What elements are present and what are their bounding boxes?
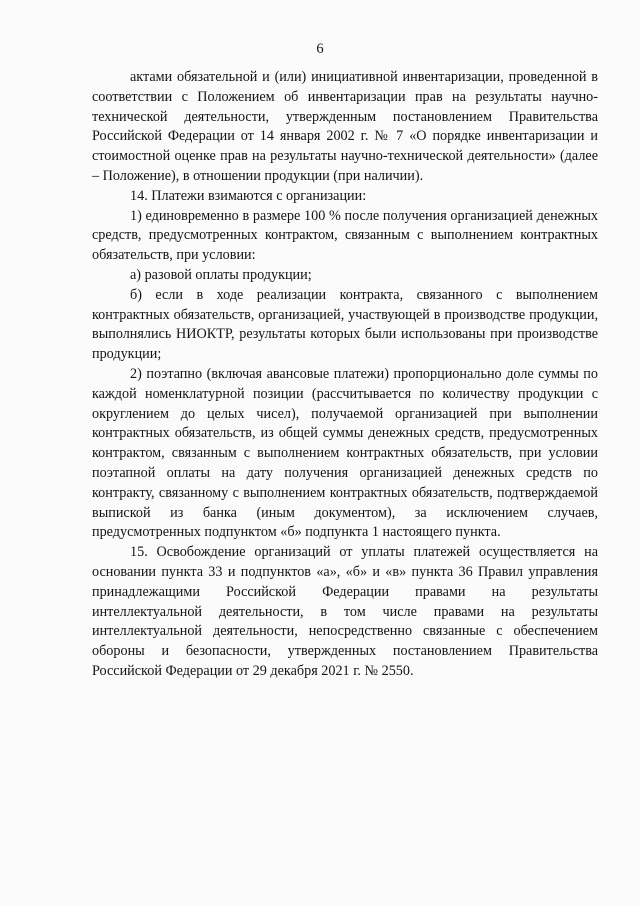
paragraph-subitem-a: а) разовой оплаты продукции; (130, 266, 312, 283)
paragraph-subitem-1: 1) единовременно в размере 100 % после получения организацией денежных средств, предусмотренных контрактом, связанным с выполнением контрактных обязательств, при условии: (92, 207, 598, 264)
paragraph-continuation: актами обязательной и (или) инициативной инвентаризации, проведенной в соответствии с Положением об инвентаризации прав на результаты научно-технической деятельности, утвержденным постановлением Правительства Российской Федерации от 14 января 2002 г. № 7 «О порядке инвентаризации и стоимостной оценке прав на результаты научно-технической деятельности» (далее – Положение), в отношении продукции (при наличии). (92, 69, 598, 184)
paragraph-subitem-2: 2) поэтапно (включая авансовые платежи) пропорционально доле суммы по каждой номенклатурной позиции (рассчитывается по количеству продукции с округлением до целых чисел), получаемой организацией при выполнении контрактных обязательств, из общей суммы денежных средств, предусмотренных контрактом, связанным с выполнением контрактных обязательств, при условии поэтапной оплаты на дату получения организацией денежных средств по контракту, связанному с выполнением контрактных обязательств, подтверждаемой выпиской из банка (иным документом), за исключением случаев, предусмотренных подпунктом «б» подпункта 1 настоящего пункта. (92, 365, 598, 541)
page-number: 6 (316, 41, 324, 57)
paragraph-subitem-b: б) если в ходе реализации контракта, связанного с выполнением контрактных обязательств, организацией, участвующей в производстве продукции, выполнялись НИОКТР, результаты которых были использованы при производстве продукции; (92, 286, 598, 363)
document-body (92, 68, 598, 682)
paragraph-item-14: 14. Платежи взимаются с организации: (130, 187, 367, 204)
paragraph-item-15: 15. Освобождение организаций от уплаты платежей осуществляется на основании пункта 33 и подпунктов «а», «б» и «в» пункта 36 Правил управления принадлежащими Российской Федерации правами на результаты интеллектуальной деятельности, в том числе правами на результаты интеллектуальной деятельности, непосредственно связанные с обеспечением обороны и безопасности, утвержденных постановлением Правительства Российской Федерации от 29 декабря 2021 г. № 2550. (92, 544, 598, 679)
